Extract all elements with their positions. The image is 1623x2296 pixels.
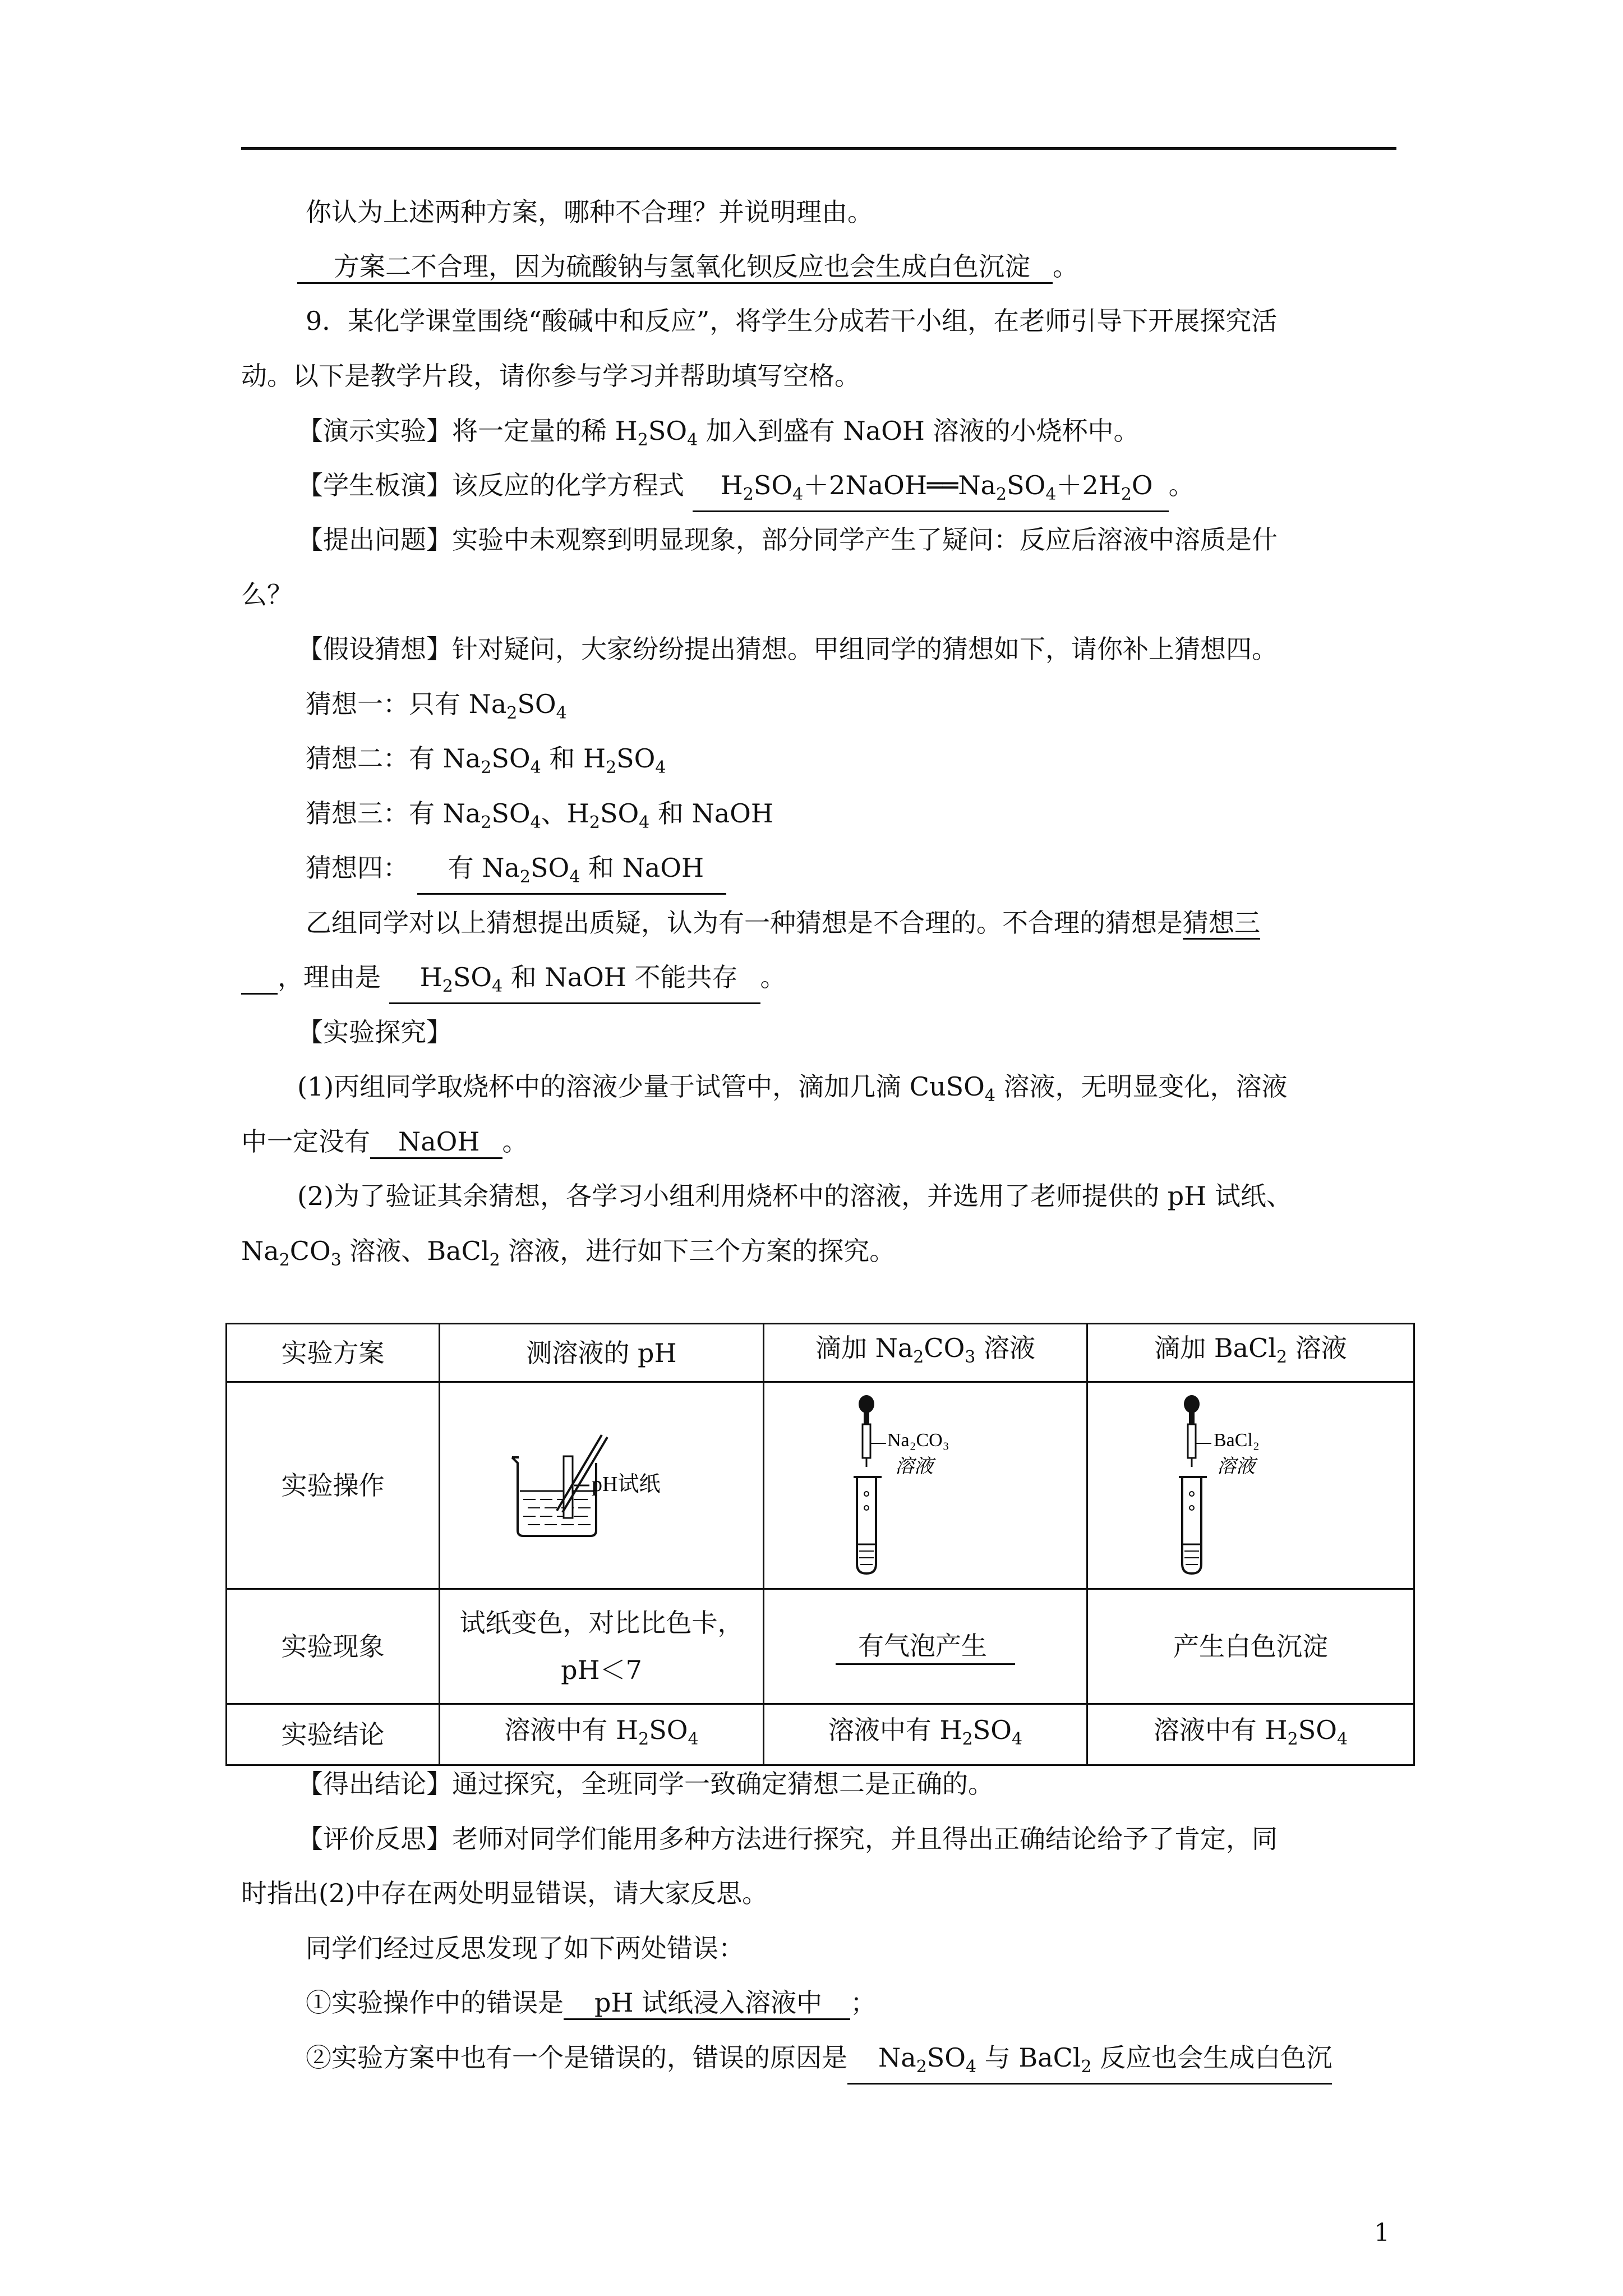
p1-line-1: (1)丙组同学取烧杯中的溶液少量于试管中，滴加几滴 CuSO$_4$ 溶液，无明显变化，溶液 <box>297 1071 1288 1106</box>
p2-line-1: (2)为了验证其余猜想，各学习小组利用烧杯中的溶液，并选用了老师提供的 pH 试纸、 <box>297 1181 1292 1211</box>
answer-line <box>297 250 1078 284</box>
row-label: 实验操作 <box>227 1382 440 1589</box>
hypo-tag: 【假设猜想】 <box>297 634 452 664</box>
error-2-blank: $Na_2SO_4$ 与 BaCl$_2$ 反应也会生成白色沉 <box>847 2042 1332 2085</box>
table-row <box>227 1382 1414 1589</box>
conclusion-cell: 溶液中有 $H_2SO_4$ <box>440 1704 764 1765</box>
doubt-line-1: 乙组同学对以上猜想提出质疑，认为有一种猜想是不合理的。不合理的猜想是猜想三 <box>306 906 1260 940</box>
page-number: 1 <box>1374 2219 1390 2247</box>
phenomenon-answer-cell <box>764 1589 1087 1704</box>
na2co3-figure-cell <box>764 1382 1087 1589</box>
prompt-text: 你认为上述两种方案，哪种不合理？并说明理由。 <box>306 197 873 227</box>
ph-paper-label: pH试纸 <box>591 1473 660 1496</box>
question-line-2: 么？ <box>241 579 293 610</box>
header-cell: 滴加 $Na_2CO_3$ 溶液 <box>764 1324 1087 1382</box>
guess4-blank: 有 $Na_2SO_4$ 和 NaOH <box>417 852 726 895</box>
demo-tag: 【演示实验】 <box>297 416 452 446</box>
doubt-reason-blank: $H_2SO_4$ 和 NaOH 不能共存 <box>389 961 760 1004</box>
reflection-tag: 【评价反思】 <box>297 1824 452 1854</box>
error-2-line: ②实验方案中也有一个是错误的，错误的原因是 $Na_2SO_4$ 与 BaCl$_2$ 反应也会生成白色沉 <box>306 2041 1332 2085</box>
table-row <box>227 1704 1414 1765</box>
error-1-line: ①实验操作中的错误是 pH 试纸浸入溶液中 ； <box>306 1986 876 2020</box>
table-row <box>227 1324 1414 1382</box>
header-cell: 测溶液的 pH <box>440 1324 764 1382</box>
reflection-found: 同学们经过反思发现了如下两处错误： <box>306 1933 744 1963</box>
dropper-bacl2-figure <box>1166 1393 1335 1578</box>
phenomenon-cell: 产生白色沉淀 <box>1087 1589 1414 1704</box>
guess-2: 猜想二：有 $Na_2SO_4$ 和 $H_2SO_4$ <box>306 743 666 777</box>
row-label: 实验结论 <box>227 1704 440 1765</box>
header-cell: 实验方案 <box>227 1324 440 1382</box>
phenomenon-answer-blank: 有气泡产生 <box>836 1628 1015 1665</box>
experiment-table <box>225 1323 1415 1766</box>
header-cell: 滴加 BaCl$_2$ 溶液 <box>1087 1324 1414 1382</box>
answer-end: 。 <box>1053 251 1078 282</box>
conclusion-cell: 溶液中有 $H_2SO_4$ <box>1087 1704 1414 1765</box>
board-line: 【学生板演】该反应的化学方程式 $H_2SO_4+2NaOH══Na_2SO_4+2H_2O$ 。 <box>297 468 1195 512</box>
conclusion-line: 【得出结论】通过探究，全班同学一致确定猜想二是正确的。 <box>297 1769 994 1799</box>
question-tag: 【提出问题】 <box>297 524 452 555</box>
beaker-figure-cell <box>440 1382 764 1589</box>
na2co3-label: Na₂CO₃ <box>887 1430 949 1451</box>
error-1-blank: pH 试纸浸入溶液中 <box>564 1987 850 2020</box>
bacl2-label: BaCl₂ <box>1214 1430 1260 1451</box>
equation-blank: $H_2SO_4+2NaOH══Na_2SO_4+2H_2O$ <box>693 470 1169 512</box>
board-tag: 【学生板演】 <box>297 470 452 500</box>
row-label: 实验现象 <box>227 1589 440 1704</box>
guess-3: 猜想三：有 $Na_2SO_4$、$H_2SO_4$ 和 NaOH <box>306 798 774 832</box>
p1-line-2: 中一定没有 NaOH 。 <box>241 1125 528 1159</box>
bacl2-figure-cell <box>1087 1382 1414 1589</box>
demo-line: 【演示实验】将一定量的稀 $H_2SO_4$ 加入到盛有 NaOH 溶液的小烧杯中。 <box>297 416 1140 450</box>
solution-label: 溶液 <box>895 1456 933 1477</box>
conclusion-tag: 【得出结论】 <box>297 1769 452 1799</box>
hypo-line: 【假设猜想】针对疑问，大家纷纷提出猜想。甲组同学的猜想如下，请你补上猜想四。 <box>297 634 1278 664</box>
dropper-na2co3-figure <box>841 1393 1009 1578</box>
guess-1: 猜想一：只有 $Na_2SO_4$ <box>306 689 567 723</box>
guess-4: 猜想四： 有 $Na_2SO_4$ 和 NaOH <box>306 851 726 895</box>
reflection-line-2: 时指出(2)中存在两处明显错误，请大家反思。 <box>241 1878 768 1908</box>
table-row <box>227 1589 1414 1704</box>
doubt-answer: 猜想三 <box>1183 908 1260 940</box>
p2-line-2: $Na_2CO_3$ 溶液、BaCl$_2$ 溶液，进行如下三个方案的探究。 <box>241 1236 896 1270</box>
p1-answer-blank: NaOH <box>370 1126 502 1159</box>
q9-intro-1: 9．某化学课堂围绕“酸碱中和反应”，将学生分成若干小组，在老师引导下开展探究活 <box>306 306 1278 336</box>
solution-label: 溶液 <box>1217 1456 1255 1477</box>
conclusion-cell: 溶液中有 $H_2SO_4$ <box>764 1704 1087 1765</box>
header-rule <box>241 147 1396 150</box>
reflection-line-1: 【评价反思】老师对同学们能用多种方法进行探究，并且得出正确结论给予了肯定，同 <box>297 1824 1278 1854</box>
q9-intro-2: 动。以下是教学片段，请你参与学习并帮助填写空格。 <box>241 361 860 391</box>
doubt-line-2: ，理由是 $H_2SO_4$ 和 NaOH 不能共存 。 <box>241 960 786 1004</box>
question-line-1: 【提出问题】实验中未观察到明显现象，部分同学产生了疑问：反应后溶液中溶质是什 <box>297 524 1278 555</box>
beaker-ph-paper-figure <box>495 1424 708 1547</box>
explore-tag: 【实验探究】 <box>297 1017 452 1047</box>
answer-blank: 方案二不合理，因为硫酸钠与氢氧化钡反应也会生成白色沉淀 <box>297 251 1053 284</box>
phenomenon-cell: 试纸变色，对比比色卡， pH＜7 <box>440 1589 764 1704</box>
